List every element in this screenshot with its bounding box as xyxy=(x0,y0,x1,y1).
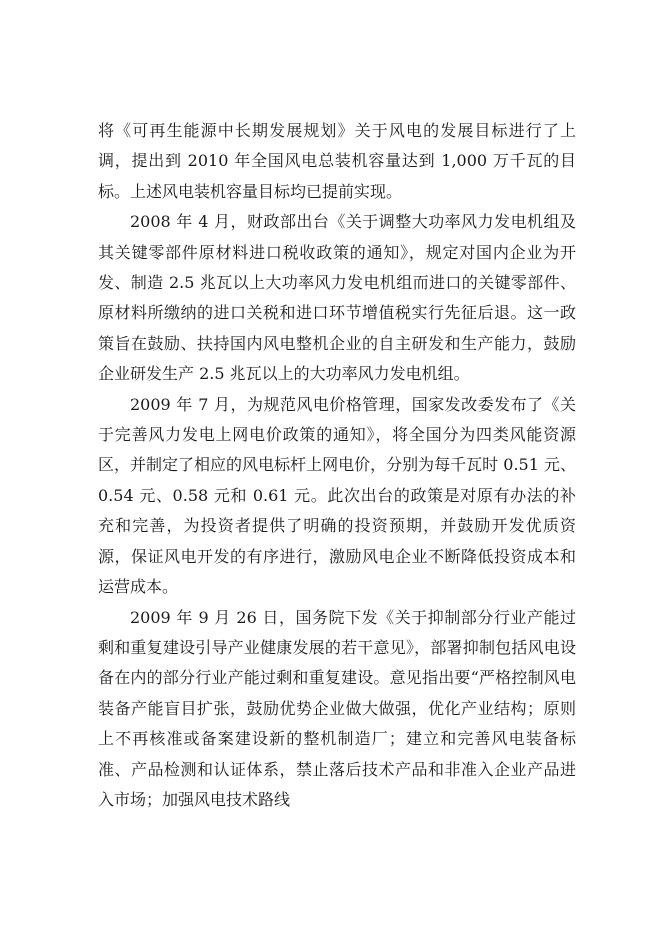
body-text xyxy=(98,116,576,815)
paragraph-4: 2009 年 9 月 26 日，国务院下发《关于抑制部分行业产能过剩和重复建设引导产业健康发展的若干意见》，部署抑制包括风电设备在内的部分行业产能过剩和重复建设。意见指出要“严格控制风电装备产能盲目扩张，鼓励优势企业做大做强，优化产业结构；原则上不再核准或备案建设新的整机制造厂；建立和完善风电装备标准、产品检测和认证体系，禁止落后技术产品和非准入企业产品进入市场；加强风电技术路线 xyxy=(98,607,576,809)
paragraph-1: 将《可再生能源中长期发展规划》关于风电的发展目标进行了上调，提出到 2010 年全国风电总装机容量达到 1,000 万千瓦的目标。上述风电装机容量目标均已提前实现。 xyxy=(98,121,576,201)
paragraph-2: 2008 年 4 月，财政部出台《关于调整大功率风力发电机组及其关键零部件原材料进口税收政策的通知》，规定对国内企业为开发、制造 2.5 兆瓦以上大功率风力发电机组而进口的关键零部件、原材料所缴纳的进口关税和进口环节增值税实行先征后退。这一政策旨在鼓励、扶持国内风电整机企业的自主研发和生产能力，鼓励企业研发生产 2.5 兆瓦以上的大功率风力发电机组。 xyxy=(98,212,576,384)
paragraph-3: 2009 年 7 月，为规范风电价格管理，国家发改委发布了《关于完善风力发电上网电价政策的通知》，将全国分为四类风能资源区，并制定了相应的风电标杆上网电价，分别为每千瓦时 0.51 元、0.54 元、0.58 元和 0.61 元。此次出台的政策是对原有办法的补充和完善，为投资者提供了明确的投资预期，并鼓励开发优质资源，保证风电开发的有序进行，激励风电企业不断降低投资成本和运营成本。 xyxy=(98,394,576,597)
